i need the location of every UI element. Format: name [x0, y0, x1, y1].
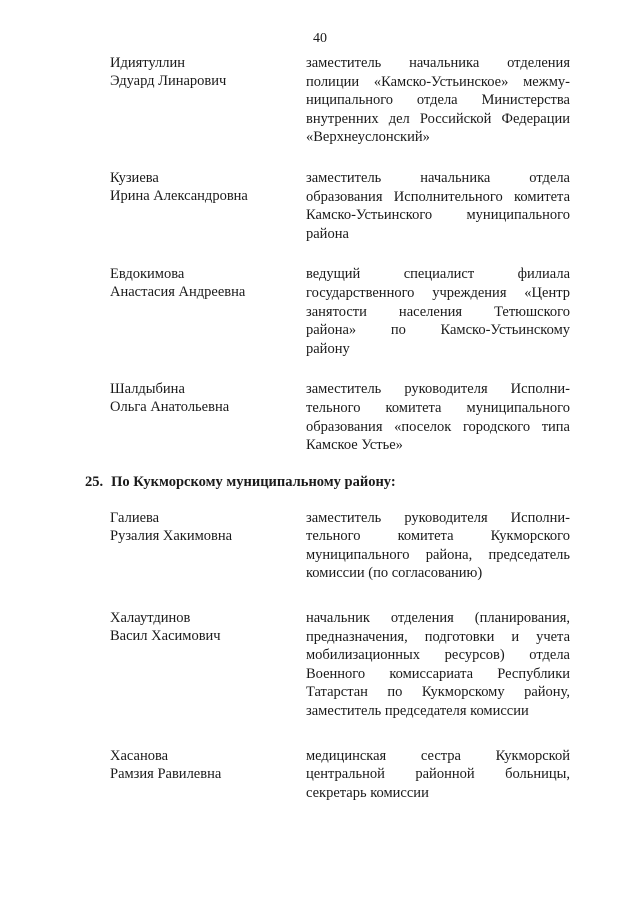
- section-heading: [85, 473, 545, 491]
- position-line: района» по Камско-Устьинскому: [306, 322, 570, 339]
- position-line: предназначения, подготовки и учета: [306, 628, 570, 645]
- position-line: Камско-Устьинского муниципального: [306, 207, 570, 224]
- position-line: секретарь комиссии: [306, 784, 429, 801]
- page-number: 40: [313, 31, 327, 46]
- commission-list: [85, 54, 570, 802]
- position-line: мобилизационных ресурсов) отдела: [306, 647, 570, 664]
- position-line: внутренних дел Российской Федерации: [306, 110, 570, 127]
- member-given-names: Анастасия Андреевна: [110, 284, 246, 301]
- member-surname: Хасанова: [110, 747, 169, 764]
- position-line: ниципального отдела Министерства: [306, 92, 570, 109]
- member-name: [110, 380, 306, 454]
- member-name: [110, 169, 306, 243]
- position-line: муниципального района, председатель: [306, 546, 570, 563]
- member-entry: [110, 509, 570, 583]
- position-line: заместитель начальника отдела: [306, 169, 570, 186]
- member-position: [306, 509, 570, 583]
- position-line: начальник отделения (планирования,: [306, 610, 570, 627]
- member-position: [306, 747, 570, 803]
- position-line: района: [306, 225, 349, 242]
- member-given-names: Эдуард Линарович: [110, 73, 227, 89]
- member-name: [110, 609, 306, 721]
- member-position: [306, 609, 570, 721]
- member-surname: Галиева: [110, 509, 160, 526]
- member-position: [306, 169, 570, 243]
- position-line: Камское Устье»: [306, 437, 403, 454]
- position-line: заместитель руководителя Исполни-: [306, 381, 570, 398]
- position-line: образования Исполнительного комитета: [306, 188, 570, 205]
- member-entry: [110, 169, 570, 243]
- position-line: комиссии (по согласованию): [306, 565, 483, 582]
- position-line: занятости населения Тетюшского: [306, 303, 570, 320]
- member-position: [306, 265, 570, 358]
- position-line: заместитель начальника отделения: [306, 55, 570, 71]
- member-surname: Халаутдинов: [110, 610, 191, 627]
- member-position: [306, 54, 570, 147]
- member-entry: [110, 265, 570, 358]
- member-position: [306, 380, 570, 454]
- member-name: [110, 509, 306, 583]
- position-line: «Верхнеуслонский»: [306, 129, 430, 146]
- member-surname: Евдокимова: [110, 266, 185, 283]
- member-given-names: Рузалия Хакимовна: [110, 527, 233, 544]
- member-name: [110, 747, 306, 803]
- position-line: образования «поселок городского типа: [306, 418, 570, 435]
- section-title: По Кукморскому муниципальному району:: [111, 473, 396, 490]
- position-line: заместитель председателя комиссии: [306, 703, 529, 720]
- position-line: ведущий специалист филиала: [306, 266, 570, 283]
- position-line: Татарстан по Кукморскому району,: [306, 684, 570, 701]
- member-surname: Кузиева: [110, 169, 159, 186]
- member-entry: [110, 380, 570, 454]
- member-name: [110, 265, 306, 358]
- member-name: [110, 54, 306, 147]
- member-given-names: Ирина Александровна: [110, 187, 248, 204]
- position-line: Военного комиссариата Республики: [306, 665, 570, 682]
- member-given-names: Васил Хасимович: [110, 628, 221, 645]
- position-line: центральной районной больницы,: [306, 766, 570, 783]
- position-line: полиции «Камско-Устьинское» межму-: [306, 73, 570, 90]
- section-number: 25.: [85, 473, 104, 490]
- position-line: заместитель руководителя Исполни-: [306, 509, 570, 526]
- position-line: тельного комитета Кукморского: [306, 528, 570, 545]
- member-given-names: Ольга Анатольевна: [110, 399, 230, 416]
- position-line: государственного учреждения «Центр: [306, 284, 570, 301]
- member-surname: Идиятуллин: [110, 55, 186, 71]
- member-given-names: Рамзия Равилевна: [110, 765, 222, 782]
- member-entry: [110, 747, 570, 803]
- position-line: тельного комитета муниципального: [306, 399, 570, 416]
- member-entry: [110, 609, 570, 721]
- position-line: району: [306, 340, 350, 357]
- position-line: медицинская сестра Кукморской: [306, 747, 570, 764]
- member-entry: [110, 54, 570, 147]
- member-surname: Шалдыбина: [110, 381, 185, 398]
